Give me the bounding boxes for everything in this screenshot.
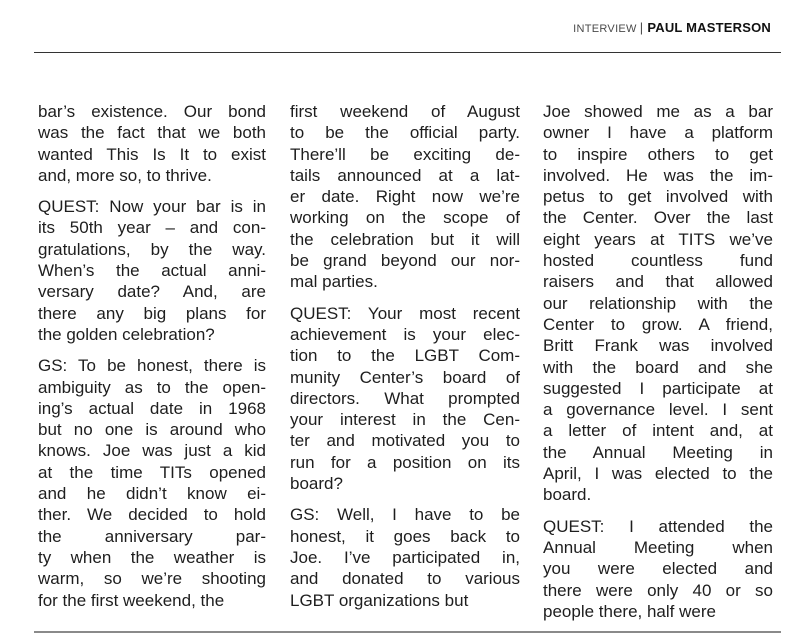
text-line: tails announced at a lat- (290, 165, 520, 185)
paragraph (38, 355, 266, 611)
header-separator: | (639, 20, 644, 35)
text-line: achievement is your elec- (290, 324, 520, 344)
text-line: suggested I participate at (543, 378, 773, 398)
text-line: April, I was elected to the (543, 464, 773, 484)
text-line: the Center. Over the last (543, 208, 773, 228)
paragraph (543, 516, 773, 622)
text-line: There’ll be exciting de- (290, 144, 520, 164)
text-line: to inspire others to get (543, 144, 773, 164)
text-line: board? (290, 474, 343, 494)
text-line: people there, half were (543, 601, 716, 621)
text-line: the Annual Meeting in (543, 442, 773, 462)
text-line: but no one is around who (38, 420, 266, 440)
text-line: to be the official party. (290, 123, 520, 143)
text-line: our relationship with the (543, 293, 773, 313)
text-line: wanted This Is It to exist (38, 144, 266, 164)
text-line: tion to the LGBT Com- (290, 346, 520, 366)
text-line: versary date? And, are (38, 282, 266, 302)
text-line: Center to grow. A friend, (543, 314, 773, 334)
text-line: ambiguity as to the open- (38, 377, 266, 397)
text-line: honest, it goes back to (290, 526, 520, 546)
text-line: the celebration but it will (290, 229, 520, 249)
text-line: with the board and she (543, 357, 773, 377)
text-line: your interest in the Cen- (290, 410, 520, 430)
paragraph (543, 101, 773, 506)
text-line: eight years at TITS we’ve (543, 229, 773, 249)
header-rule (34, 52, 781, 53)
text-line: ty when the weather is (38, 547, 266, 567)
text-line: Joe. I’ve participated in, (290, 547, 520, 567)
text-line: working on the scope of (290, 208, 520, 228)
text-column-1 (38, 101, 266, 621)
text-line: er date. Right now we’re (290, 187, 520, 207)
text-line: and donated to various (290, 569, 520, 589)
text-line: there were only 40 or so (543, 580, 773, 600)
text-line: hosted countless fund (543, 251, 773, 271)
text-column-3 (543, 101, 773, 632)
text-line: at the time TITs opened (38, 462, 266, 482)
interviewee-name: PAUL MASTERSON (647, 20, 771, 35)
text-line: GS: To be honest, there is (38, 356, 266, 376)
text-line: directors. What prompted (290, 388, 520, 408)
text-line: warm, so we’re shooting (38, 569, 266, 589)
text-line: knows. Joe was just a kid (38, 441, 266, 461)
text-line: board. (543, 485, 592, 505)
text-line: the golden celebration? (38, 324, 215, 344)
text-line: a letter of intent and, at (543, 421, 773, 441)
text-line: LGBT organizations but (290, 590, 469, 610)
text-line: there any big plans for (38, 303, 266, 323)
text-line: involved. He was the im- (543, 165, 773, 185)
paragraph (38, 101, 266, 186)
running-header (573, 20, 771, 35)
text-line: Annual Meeting when (543, 537, 773, 557)
text-line: owner I have a platform (543, 123, 773, 143)
text-line: its 50th year – and con- (38, 218, 266, 238)
text-line: ther. We decided to hold (38, 505, 266, 525)
text-line: Britt Frank was involved (543, 336, 773, 356)
text-line: petus to get involved with (543, 187, 773, 207)
paragraph (290, 101, 520, 293)
text-line: was the fact that we both (38, 123, 266, 143)
section-label: INTERVIEW (573, 23, 637, 35)
paragraph (38, 196, 266, 345)
paragraph (290, 504, 520, 610)
text-line: gratulations, by the way. (38, 239, 266, 259)
text-line: ing’s actual date in 1968 (38, 398, 266, 418)
text-line: mal parties. (290, 272, 378, 292)
text-line: munity Center’s board of (290, 367, 520, 387)
text-line: and, more so, to thrive. (38, 165, 212, 185)
text-line: for the first weekend, the (38, 590, 225, 610)
text-line: a governance level. I sent (543, 400, 773, 420)
text-line: the anniversary par- (38, 526, 266, 546)
text-line: Joe showed me as a bar (543, 102, 773, 121)
text-line: and he didn’t know ei- (38, 484, 266, 504)
paragraph (290, 303, 520, 495)
text-column-2 (290, 101, 520, 621)
text-line: QUEST: Now your bar is in (38, 197, 266, 217)
text-line: ter and motivated you to (290, 431, 520, 451)
text-line: you were elected and (543, 559, 773, 579)
text-line: QUEST: I attended the (543, 516, 773, 536)
text-line: bar’s existence. Our bond (38, 102, 266, 121)
text-line: run for a position on its (290, 452, 520, 472)
text-line: When’s the actual anni- (38, 261, 266, 281)
text-line: be grand beyond our nor- (290, 251, 520, 271)
text-line: GS: Well, I have to be (290, 505, 520, 525)
text-line: first weekend of August (290, 102, 520, 121)
footer-rule (34, 631, 781, 633)
text-line: QUEST: Your most recent (290, 303, 520, 323)
text-line: raisers and that allowed (543, 272, 773, 292)
